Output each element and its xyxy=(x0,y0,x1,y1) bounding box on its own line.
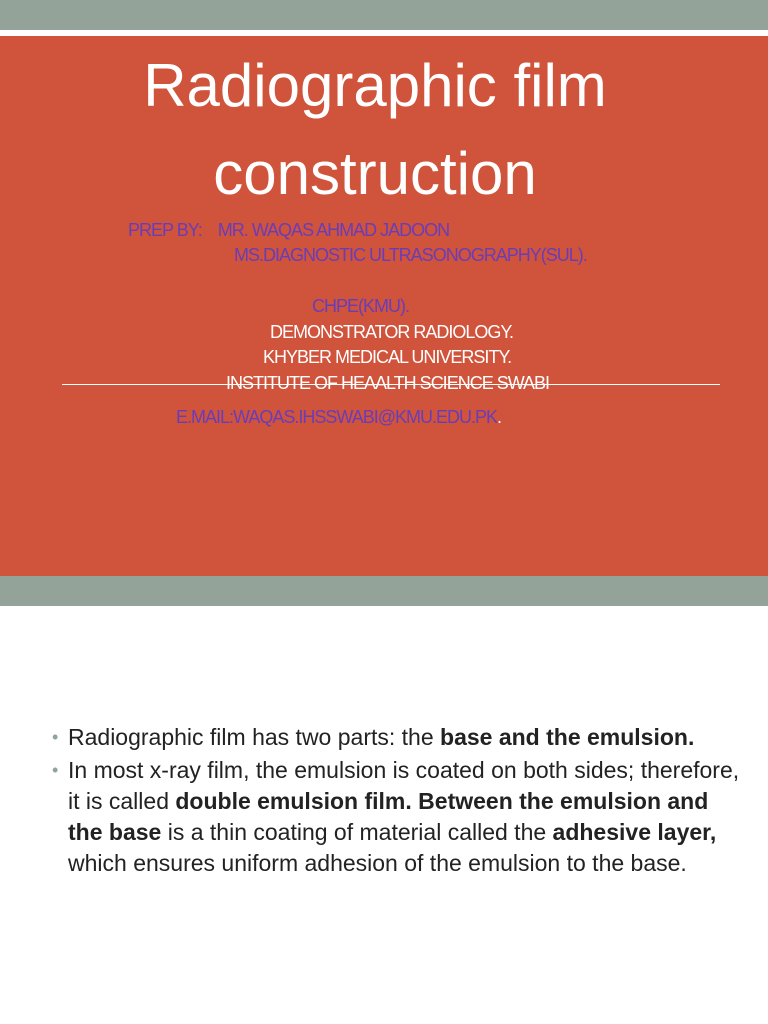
bullet-item-2 xyxy=(52,755,742,879)
email-line xyxy=(176,406,501,428)
prep-label: PREP BY: xyxy=(128,220,202,240)
bullet2-text3: which ensures uniform adhesion of the emulsion to the base. xyxy=(68,850,687,876)
bullet-item-1 xyxy=(52,722,742,753)
bullet2-text1: In most x-ray film, the emulsion is coated on both sides; therefore, it is called xyxy=(68,757,740,814)
slide-title: Radiographic film construction xyxy=(143,52,607,207)
bullet-dot-icon: • xyxy=(52,760,59,780)
bullet2-bold2: adhesive layer, xyxy=(552,819,717,845)
email-end: . xyxy=(497,407,502,427)
bottom-accent-band xyxy=(0,576,768,606)
position-line: DEMONSTRATOR RADIOLOGY. xyxy=(270,322,514,342)
top-accent-band xyxy=(0,0,768,30)
bullet-list xyxy=(52,722,742,881)
university-line: KHYBER MEDICAL UNIVERSITY. xyxy=(263,347,512,367)
bullet2-bold1: double emulsion film. Between the emulsion and the base xyxy=(68,788,709,845)
bullet2-text2: is a thin coating of material called the xyxy=(161,819,553,845)
institute-line: INSTITUTE OF HEAALTH SCIENCE SWABI xyxy=(226,373,550,393)
degree-line: MS.DIAGNOSTIC ULTRASONOGRAPHY(SUL). xyxy=(234,245,587,265)
author-name: MR. WAQAS AHMAD JADOON xyxy=(217,220,450,240)
bullet1-text: Radiographic film has two parts: the xyxy=(68,724,441,750)
email-text: E.MAIL:WAQAS.IHSSWABI@KMU.EDU.PK xyxy=(176,407,497,427)
bullet1-bold: base and the emulsion. xyxy=(440,724,695,750)
bullet-dot-icon: • xyxy=(52,727,59,747)
cert-line: CHPE(KMU). xyxy=(312,296,409,316)
prep-by-line xyxy=(128,219,449,241)
